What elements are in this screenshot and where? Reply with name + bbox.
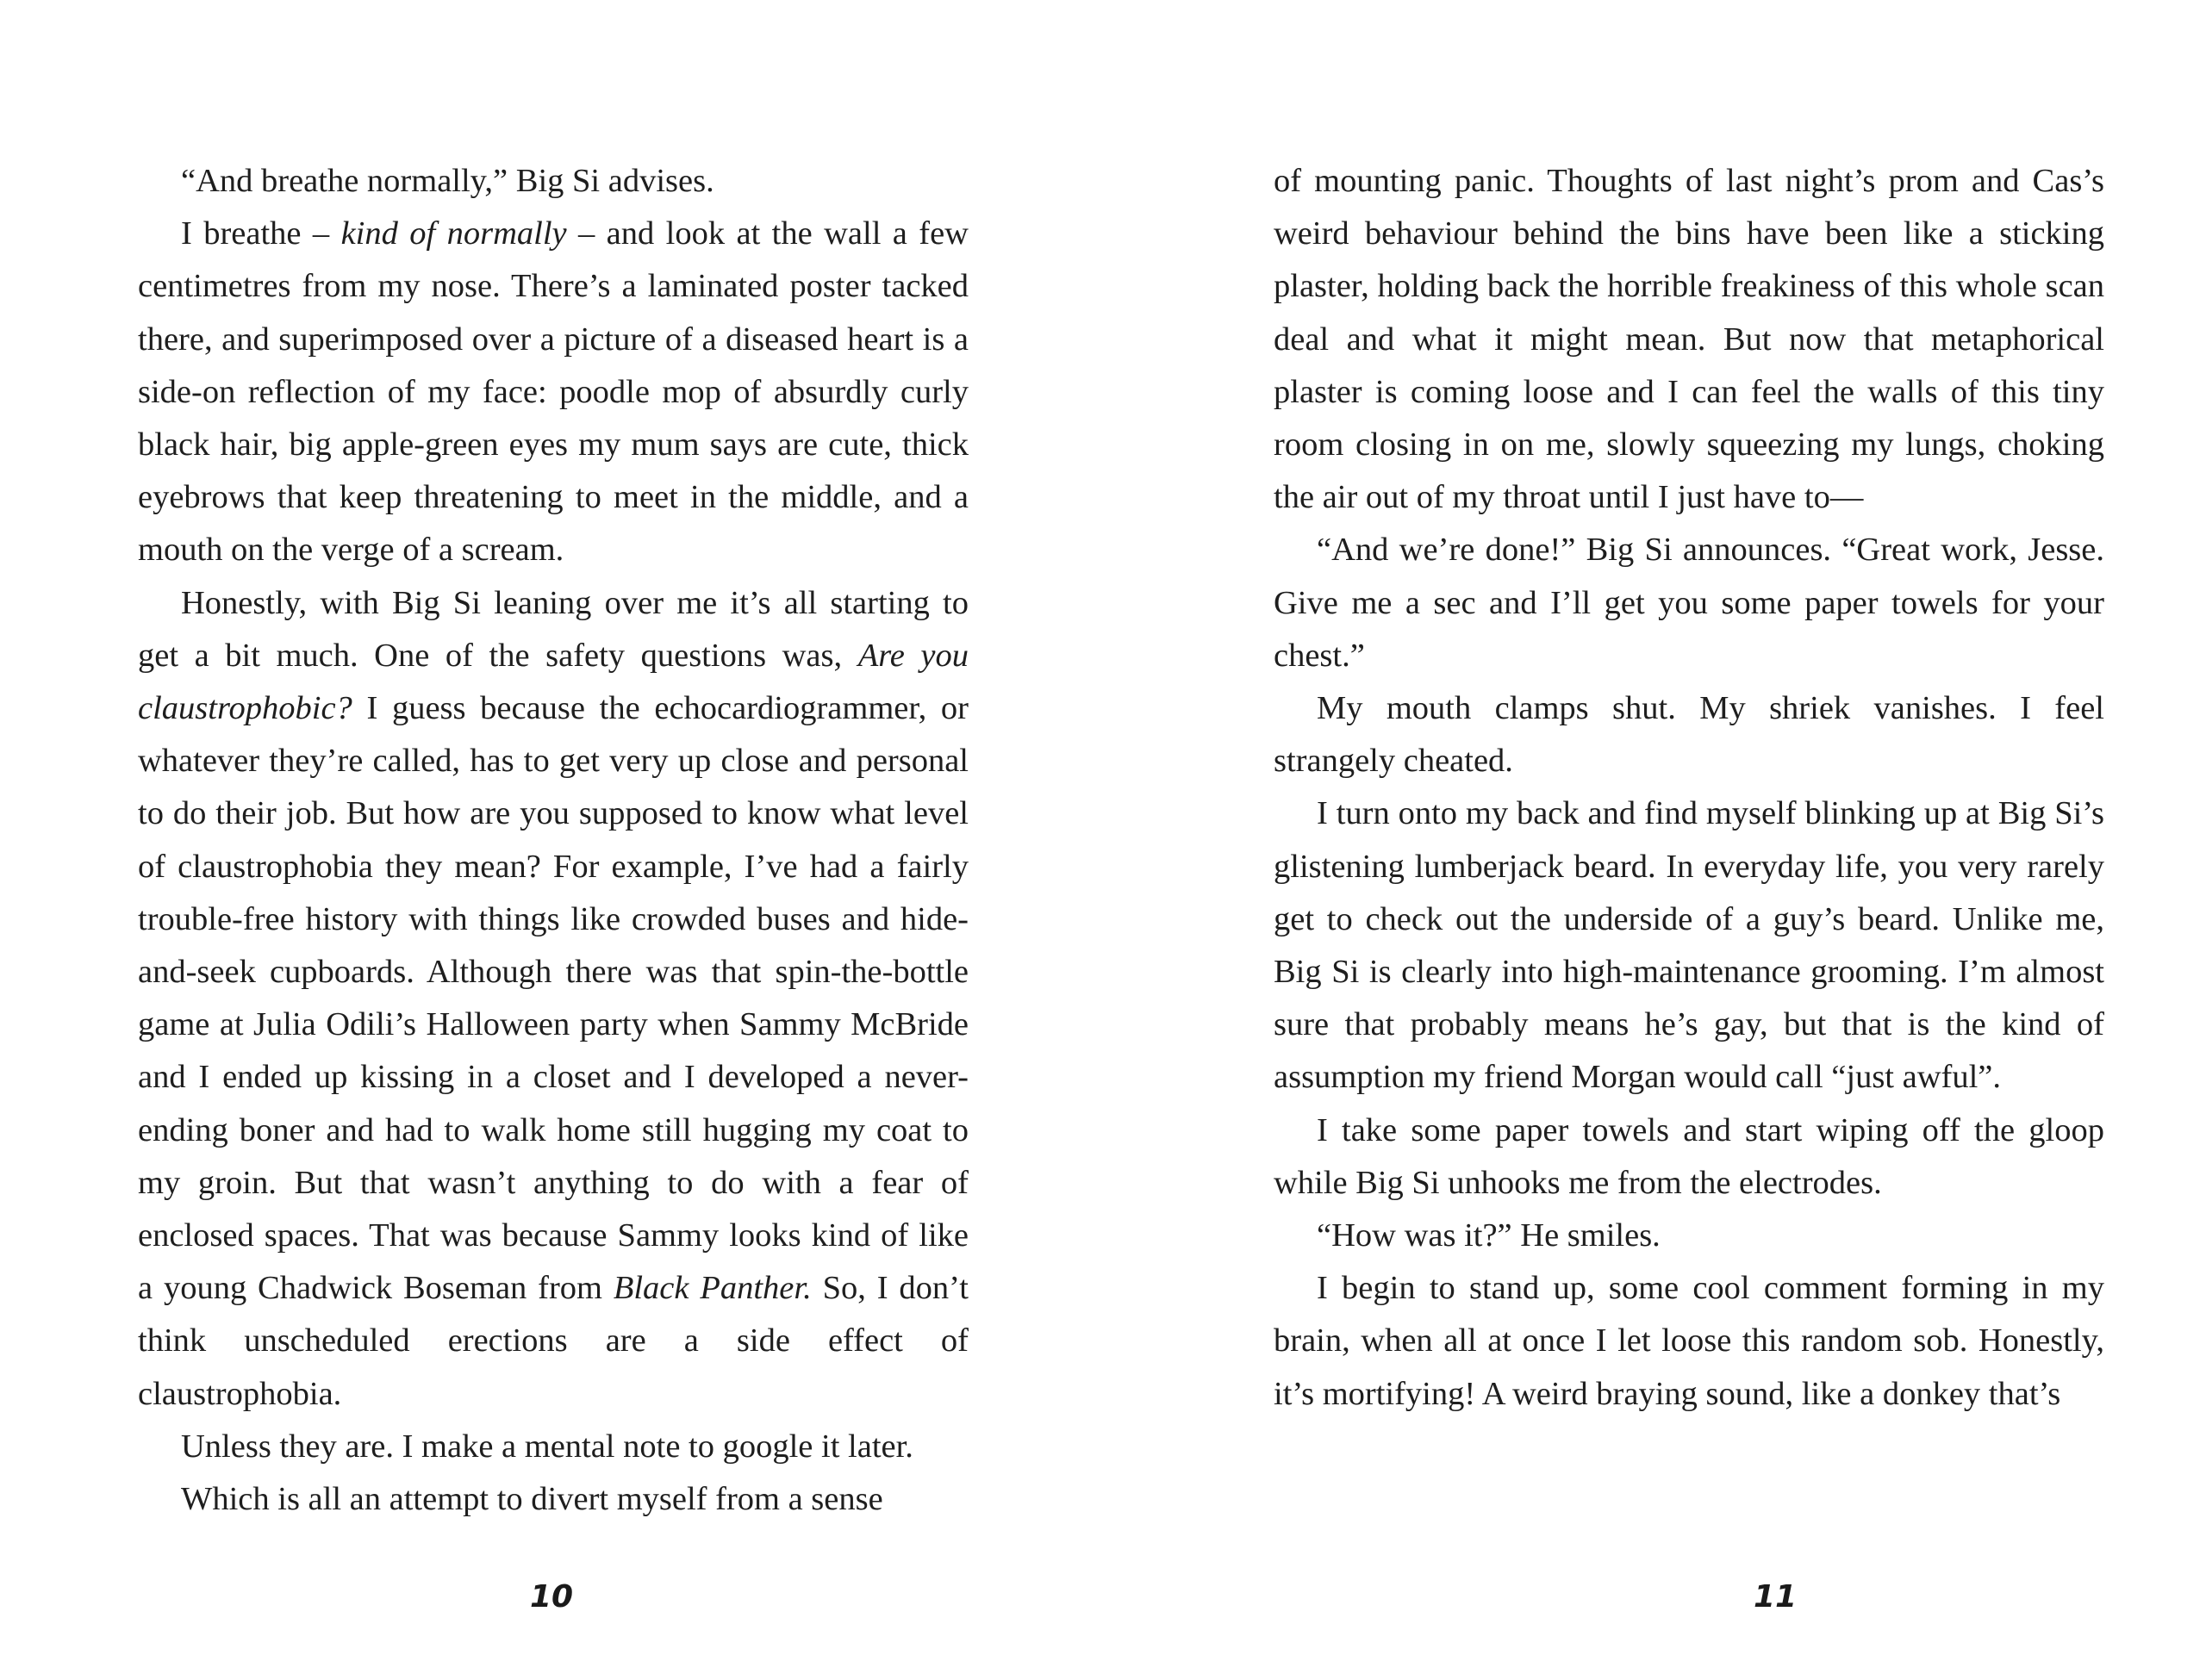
text-run: Honestly, with Big Si leaning over me it’s all starting to get a bit much. One of the safety questions was, <box>138 584 969 674</box>
paragraph <box>1274 682 2104 787</box>
italic-text: Black Panther. <box>613 1270 812 1307</box>
text-run: I breathe – <box>181 215 341 252</box>
text-run: I begin to stand up, some cool comment forming in my brain, when all at once I let loose this random sob. Honestly, it’s mortifying! A weird braying sound, like a donkey that’s <box>1274 1270 2104 1412</box>
page-number: 10 <box>529 1579 574 1615</box>
paragraph <box>138 1473 969 1526</box>
text-run: “And we’re done!” Big Si announces. “Great work, Jesse. Give me a sec and I’ll get you some paper towels for your chest.” <box>1274 532 2104 674</box>
text-run: “And breathe normally,” Big Si advises. <box>181 163 714 199</box>
text-run: My mouth clamps shut. My shriek vanishes. I feel strangely cheated. <box>1274 690 2104 780</box>
text-run: Which is all an attempt to divert myself from a sense <box>181 1481 883 1518</box>
text-run: I turn onto my back and find myself blinking up at Big Si’s glistening lumberjack beard. In everyday life, you very rarely get to check out the underside of a guy’s beard. Unlike me, Big Si is clearly into high-maintenance grooming. I’m almost sure that probably means he’s gay, but that is the kind of assumption my friend Morgan would call “just awful”. <box>1274 795 2104 1096</box>
paragraph <box>1274 1210 2104 1262</box>
text-run: “How was it?” He smiles. <box>1317 1217 1661 1254</box>
text-run: I take some paper towels and start wiping off the gloop while Big Si unhooks me from the electrodes. <box>1274 1111 2104 1201</box>
text-run: I guess because the echocardiogrammer, or whatever they’re called, has to get very up close and personal to do their job. But how are you supposed to know what level of claustrophobia they mean? For example, I’ve had a fairly trouble-free history with things like crowded buses and hide-and-seek cupboards. Although there was that spin-the-bottle game at Julia Odili’s Halloween party when Sammy McBride and I ended up kissing in a closet and I developed a never-ending boner and had to walk home still hugging my coat to my groin. But that wasn’t anything to do with a fear of enclosed spaces. That was because Sammy looks kind of like a young Chadwick Boseman from <box>138 690 969 1307</box>
text-run: So, I don’t think unscheduled erections are a side effect of claustrophobia. <box>138 1270 969 1412</box>
page-number: 11 <box>1753 1579 1798 1615</box>
left-page-text <box>138 155 969 1526</box>
paragraph <box>1274 1104 2104 1210</box>
paragraph <box>1274 524 2104 682</box>
paragraph <box>138 1421 969 1473</box>
paragraph <box>138 208 969 576</box>
text-run: of mounting panic. Thoughts of last night’s prom and Cas’s weird behaviour behind the bins have been like a sticking plaster, holding back the horrible freakiness of this whole scan deal and what it might mean. But now that metaphorical plaster is coming loose and I can feel the walls of this tiny room closing in on me, slowly squeezing my lungs, choking the air out of my throat until I just have to— <box>1274 163 2104 516</box>
paragraph <box>138 155 969 208</box>
paragraph <box>138 577 969 1421</box>
text-run: – and look at the wall a few centimetres from my nose. There’s a laminated poster tacked there, and superimposed over a picture of a diseased heart is a side-on reflection of my face: poodle mop of absurdly curly black hair, big apple-green eyes my mum says are cute, thick eyebrows that keep threatening to meet in the middle, and a mouth on the verge of a scream. <box>138 215 969 569</box>
right-page <box>1103 0 2206 1680</box>
italic-text: Are you claustrophobic? <box>138 637 969 727</box>
text-run: Unless they are. I make a mental note to google it later. <box>181 1428 913 1465</box>
right-page-text <box>1274 155 2104 1421</box>
paragraph <box>1274 787 2104 1104</box>
paragraph-continued <box>1274 155 2104 524</box>
paragraph <box>1274 1262 2104 1421</box>
italic-text: kind of normally <box>340 215 567 252</box>
